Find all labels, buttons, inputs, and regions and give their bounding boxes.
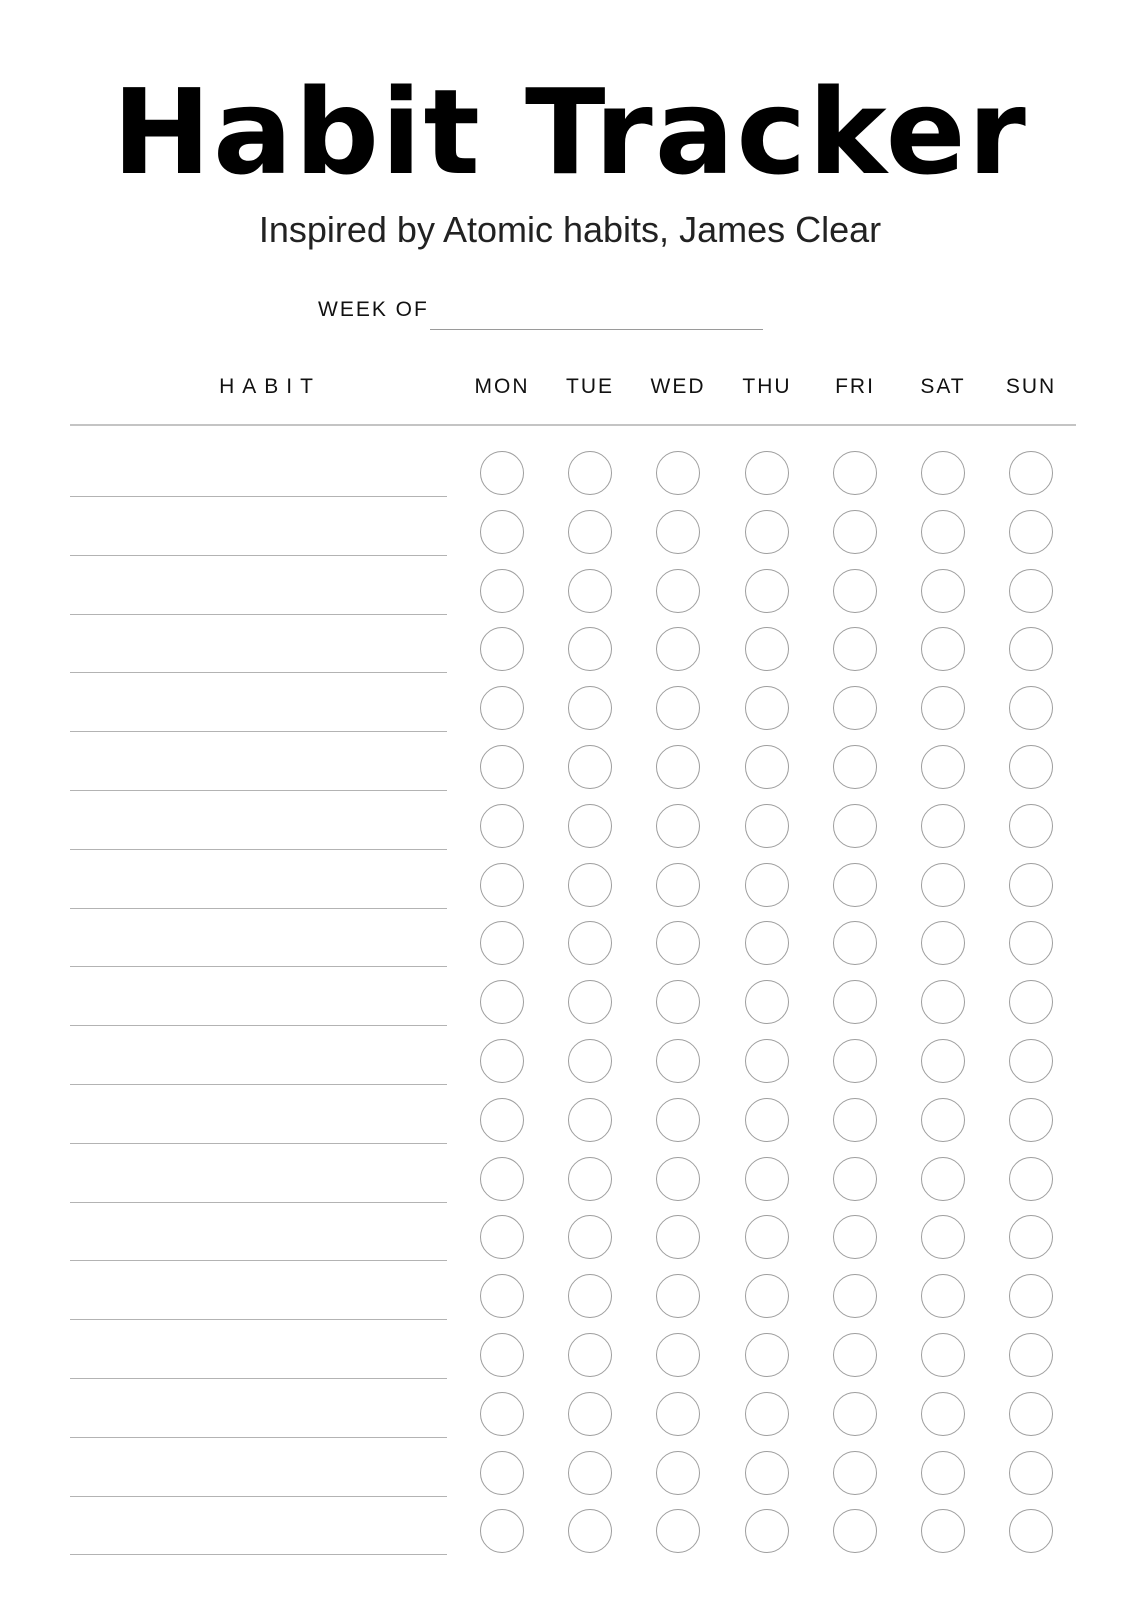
checkbox-wed[interactable]	[656, 569, 700, 613]
checkbox-mon[interactable]	[480, 1098, 524, 1142]
habit-name-line[interactable]	[70, 908, 447, 909]
checkbox-sun[interactable]	[1009, 745, 1053, 789]
checkbox-sun[interactable]	[1009, 1274, 1053, 1318]
checkbox-sun[interactable]	[1009, 1157, 1053, 1201]
checkbox-tue[interactable]	[568, 804, 612, 848]
checkbox-wed[interactable]	[656, 863, 700, 907]
checkbox-thu[interactable]	[745, 1451, 789, 1495]
habit-name-line[interactable]	[70, 1437, 447, 1438]
checkbox-wed[interactable]	[656, 627, 700, 671]
checkbox-sun[interactable]	[1009, 451, 1053, 495]
checkbox-fri[interactable]	[833, 1039, 877, 1083]
checkbox-fri[interactable]	[833, 1274, 877, 1318]
checkbox-sun[interactable]	[1009, 1098, 1053, 1142]
checkbox-wed[interactable]	[656, 1274, 700, 1318]
checkbox-tue[interactable]	[568, 569, 612, 613]
habit-name-line[interactable]	[70, 1319, 447, 1320]
checkbox-sat[interactable]	[921, 745, 965, 789]
checkbox-fri[interactable]	[833, 921, 877, 965]
checkbox-fri[interactable]	[833, 980, 877, 1024]
habit-name-line[interactable]	[70, 614, 447, 615]
checkbox-thu[interactable]	[745, 745, 789, 789]
checkbox-tue[interactable]	[568, 1098, 612, 1142]
checkbox-tue[interactable]	[568, 1039, 612, 1083]
checkbox-wed[interactable]	[656, 1509, 700, 1553]
checkbox-fri[interactable]	[833, 804, 877, 848]
checkbox-wed[interactable]	[656, 1157, 700, 1201]
habit-name-line[interactable]	[70, 1084, 447, 1085]
checkbox-sat[interactable]	[921, 1098, 965, 1142]
checkbox-fri[interactable]	[833, 1392, 877, 1436]
checkbox-tue[interactable]	[568, 627, 612, 671]
habit-name-line[interactable]	[70, 849, 447, 850]
checkbox-fri[interactable]	[833, 627, 877, 671]
day-header-wed: WED	[650, 375, 706, 398]
checkbox-tue[interactable]	[568, 451, 612, 495]
checkbox-thu[interactable]	[745, 1392, 789, 1436]
page-title: Habit Tracker	[112, 63, 1028, 201]
checkbox-mon[interactable]	[480, 804, 524, 848]
habit-name-line[interactable]	[70, 966, 447, 967]
checkbox-thu[interactable]	[745, 863, 789, 907]
checkbox-wed[interactable]	[656, 804, 700, 848]
checkbox-mon[interactable]	[480, 863, 524, 907]
checkbox-sat[interactable]	[921, 980, 965, 1024]
checkbox-wed[interactable]	[656, 980, 700, 1024]
checkbox-thu[interactable]	[745, 804, 789, 848]
habit-name-line[interactable]	[70, 1025, 447, 1026]
habit-name-line[interactable]	[70, 496, 447, 497]
checkbox-sun[interactable]	[1009, 686, 1053, 730]
checkbox-thu[interactable]	[745, 569, 789, 613]
checkbox-sat[interactable]	[921, 1509, 965, 1553]
habit-name-line[interactable]	[70, 790, 447, 791]
checkbox-sat[interactable]	[921, 1215, 965, 1259]
checkbox-tue[interactable]	[568, 745, 612, 789]
checkbox-mon[interactable]	[480, 980, 524, 1024]
checkbox-fri[interactable]	[833, 510, 877, 554]
checkbox-wed[interactable]	[656, 921, 700, 965]
checkbox-tue[interactable]	[568, 1157, 612, 1201]
checkbox-sun[interactable]	[1009, 1509, 1053, 1553]
habit-name-line[interactable]	[70, 1202, 447, 1203]
checkbox-sat[interactable]	[921, 510, 965, 554]
checkbox-mon[interactable]	[480, 686, 524, 730]
checkbox-mon[interactable]	[480, 1274, 524, 1318]
checkbox-tue[interactable]	[568, 980, 612, 1024]
checkbox-mon[interactable]	[480, 627, 524, 671]
checkbox-tue[interactable]	[568, 1215, 612, 1259]
checkbox-sat[interactable]	[921, 451, 965, 495]
day-header-thu: THU	[742, 375, 792, 398]
checkbox-sun[interactable]	[1009, 1215, 1053, 1259]
checkbox-wed[interactable]	[656, 1215, 700, 1259]
day-header-sat: SAT	[920, 375, 966, 398]
habit-name-line[interactable]	[70, 555, 447, 556]
checkbox-tue[interactable]	[568, 510, 612, 554]
checkbox-tue[interactable]	[568, 1333, 612, 1377]
checkbox-tue[interactable]	[568, 1392, 612, 1436]
checkbox-thu[interactable]	[745, 1333, 789, 1377]
day-header-sun: SUN	[1005, 375, 1057, 398]
habit-name-line[interactable]	[70, 1554, 447, 1555]
habit-name-line[interactable]	[70, 1378, 447, 1379]
checkbox-thu[interactable]	[745, 627, 789, 671]
checkbox-thu[interactable]	[745, 510, 789, 554]
habit-column-header: HABIT	[219, 375, 321, 398]
checkbox-mon[interactable]	[480, 1392, 524, 1436]
checkbox-sat[interactable]	[921, 1157, 965, 1201]
checkbox-fri[interactable]	[833, 1215, 877, 1259]
checkbox-mon[interactable]	[480, 451, 524, 495]
checkbox-wed[interactable]	[656, 451, 700, 495]
checkbox-mon[interactable]	[480, 510, 524, 554]
checkbox-sat[interactable]	[921, 1333, 965, 1377]
day-header-mon: MON	[474, 375, 530, 398]
checkbox-thu[interactable]	[745, 686, 789, 730]
checkbox-fri[interactable]	[833, 1098, 877, 1142]
checkbox-sun[interactable]	[1009, 804, 1053, 848]
checkbox-mon[interactable]	[480, 745, 524, 789]
checkbox-sun[interactable]	[1009, 569, 1053, 613]
checkbox-thu[interactable]	[745, 921, 789, 965]
checkbox-sat[interactable]	[921, 686, 965, 730]
checkbox-tue[interactable]	[568, 921, 612, 965]
checkbox-thu[interactable]	[745, 1274, 789, 1318]
checkbox-sat[interactable]	[921, 627, 965, 671]
checkbox-sun[interactable]	[1009, 1039, 1053, 1083]
checkbox-wed[interactable]	[656, 1392, 700, 1436]
checkbox-sat[interactable]	[921, 804, 965, 848]
checkbox-thu[interactable]	[745, 1098, 789, 1142]
header-divider	[70, 424, 1076, 426]
week-of-field[interactable]	[430, 329, 763, 330]
checkbox-wed[interactable]	[656, 1451, 700, 1495]
checkbox-sun[interactable]	[1009, 863, 1053, 907]
checkbox-tue[interactable]	[568, 1451, 612, 1495]
checkbox-fri[interactable]	[833, 863, 877, 907]
checkbox-fri[interactable]	[833, 451, 877, 495]
checkbox-mon[interactable]	[480, 569, 524, 613]
checkbox-sat[interactable]	[921, 569, 965, 613]
checkbox-tue[interactable]	[568, 686, 612, 730]
week-of-label: WEEK OF	[318, 298, 429, 321]
habit-name-line[interactable]	[70, 1143, 447, 1144]
checkbox-fri[interactable]	[833, 1451, 877, 1495]
day-header-fri: FRI	[835, 375, 875, 398]
checkbox-thu[interactable]	[745, 1157, 789, 1201]
checkbox-fri[interactable]	[833, 1333, 877, 1377]
checkbox-sun[interactable]	[1009, 1333, 1053, 1377]
checkbox-thu[interactable]	[745, 980, 789, 1024]
checkbox-sun[interactable]	[1009, 627, 1053, 671]
checkbox-mon[interactable]	[480, 1451, 524, 1495]
checkbox-fri[interactable]	[833, 1157, 877, 1201]
day-header-tue: TUE	[566, 375, 614, 398]
checkbox-wed[interactable]	[656, 1098, 700, 1142]
checkbox-sat[interactable]	[921, 863, 965, 907]
checkbox-mon[interactable]	[480, 1039, 524, 1083]
checkbox-mon[interactable]	[480, 1509, 524, 1553]
checkbox-thu[interactable]	[745, 1215, 789, 1259]
habit-name-line[interactable]	[70, 1496, 447, 1497]
checkbox-sun[interactable]	[1009, 510, 1053, 554]
checkbox-tue[interactable]	[568, 1509, 612, 1553]
checkbox-sun[interactable]	[1009, 1392, 1053, 1436]
checkbox-sun[interactable]	[1009, 921, 1053, 965]
checkbox-sat[interactable]	[921, 1039, 965, 1083]
checkbox-sat[interactable]	[921, 1274, 965, 1318]
checkbox-wed[interactable]	[656, 1039, 700, 1083]
checkbox-sun[interactable]	[1009, 1451, 1053, 1495]
checkbox-fri[interactable]	[833, 1509, 877, 1553]
page-subtitle: Inspired by Atomic habits, James Clear	[258, 209, 882, 250]
habit-name-line[interactable]	[70, 1260, 447, 1261]
checkbox-wed[interactable]	[656, 1333, 700, 1377]
checkbox-wed[interactable]	[656, 510, 700, 554]
habit-name-line[interactable]	[70, 672, 447, 673]
checkbox-mon[interactable]	[480, 921, 524, 965]
checkbox-mon[interactable]	[480, 1215, 524, 1259]
checkbox-fri[interactable]	[833, 745, 877, 789]
checkbox-sat[interactable]	[921, 1392, 965, 1436]
habit-name-line[interactable]	[70, 731, 447, 732]
checkbox-fri[interactable]	[833, 686, 877, 730]
checkbox-sat[interactable]	[921, 921, 965, 965]
checkbox-wed[interactable]	[656, 745, 700, 789]
checkbox-thu[interactable]	[745, 1039, 789, 1083]
checkbox-sat[interactable]	[921, 1451, 965, 1495]
checkbox-thu[interactable]	[745, 1509, 789, 1553]
checkbox-fri[interactable]	[833, 569, 877, 613]
checkbox-tue[interactable]	[568, 1274, 612, 1318]
checkbox-thu[interactable]	[745, 451, 789, 495]
checkbox-tue[interactable]	[568, 863, 612, 907]
checkbox-mon[interactable]	[480, 1157, 524, 1201]
checkbox-wed[interactable]	[656, 686, 700, 730]
checkbox-sun[interactable]	[1009, 980, 1053, 1024]
checkbox-mon[interactable]	[480, 1333, 524, 1377]
